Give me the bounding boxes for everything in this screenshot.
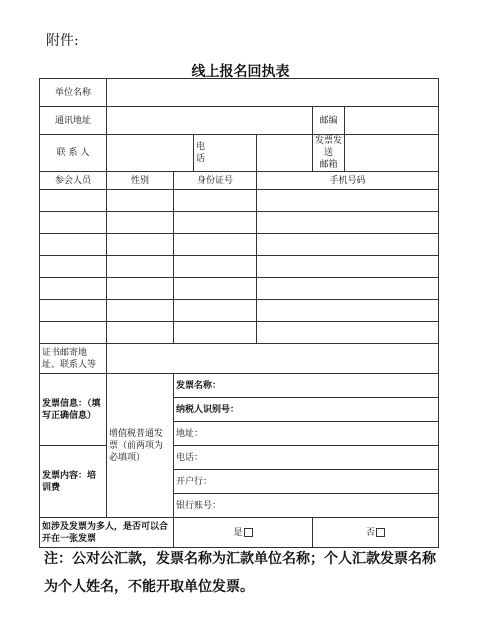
- attendee-row: [40, 278, 439, 300]
- attendee-row: [40, 234, 439, 256]
- bank-field[interactable]: 开户行：: [174, 470, 439, 494]
- vat-invoice-note: （前两项为必填项）: [109, 440, 164, 463]
- unit-name-label: 单位名称: [40, 79, 107, 107]
- registration-form-table: [39, 78, 439, 548]
- phone-field[interactable]: [257, 135, 313, 172]
- contact-label: 联 系 人: [40, 135, 107, 172]
- attendee-row: [40, 300, 439, 322]
- invoice-email-label: 发票发送 邮箱: [313, 135, 345, 172]
- vat-invoice-label: 增值税普通发票: [109, 428, 164, 451]
- cert-mailing-field[interactable]: [107, 344, 439, 374]
- attachment-label: 附件:: [46, 33, 79, 49]
- attendee-row: [40, 256, 439, 278]
- invoice-phone-field[interactable]: 电话：: [174, 446, 439, 470]
- address-label: 通讯地址: [40, 107, 107, 135]
- no-checkbox-icon[interactable]: [376, 528, 385, 537]
- attendee-row: [40, 212, 439, 234]
- address-field[interactable]: [107, 107, 313, 135]
- note-text: 注：公对公汇款，发票名称为汇款单位名称；个人汇款发票名称为个人姓名，不能开取单位发票。: [44, 551, 436, 595]
- contact-field[interactable]: [107, 135, 194, 172]
- attendee-row: [40, 190, 439, 212]
- invoice-name-field[interactable]: 发票名称：: [174, 374, 439, 398]
- yes-label: 是: [233, 527, 243, 538]
- unit-name-field[interactable]: [107, 79, 439, 107]
- yes-option[interactable]: [174, 518, 313, 548]
- cert-mailing-label: 证书邮寄地址、联系人等: [40, 344, 107, 374]
- postcode-field[interactable]: [345, 107, 439, 135]
- gender-header: 性别: [107, 172, 174, 190]
- invoice-info-label: 发票信息：（填写正确信息）: [40, 374, 107, 446]
- invoice-address-field[interactable]: 地址：: [174, 422, 439, 446]
- multi-invoice-question: 如涉及发票为多人，是否可以合开在一张发票: [40, 518, 174, 548]
- postcode-label: 邮编: [313, 107, 345, 135]
- invoice-content-label: 发票内容：培训费: [40, 446, 107, 518]
- form-title: 线上报名回执表: [191, 64, 290, 80]
- attendee-header: 参会人员: [40, 172, 107, 190]
- taxpayer-id-field[interactable]: 纳税人识别号：: [174, 398, 439, 422]
- bank-account-field[interactable]: 银行账号：: [174, 494, 439, 518]
- yes-checkbox-icon[interactable]: [244, 528, 253, 537]
- no-option[interactable]: [313, 518, 439, 548]
- vat-invoice-cell: [107, 374, 174, 518]
- mobile-header: 手机号码: [257, 172, 439, 190]
- phone-label: 电 话: [194, 135, 257, 172]
- no-label: 否: [366, 527, 376, 538]
- attendee-row: [40, 322, 439, 344]
- invoice-email-field[interactable]: [345, 135, 439, 172]
- id-number-header: 身份证号: [174, 172, 257, 190]
